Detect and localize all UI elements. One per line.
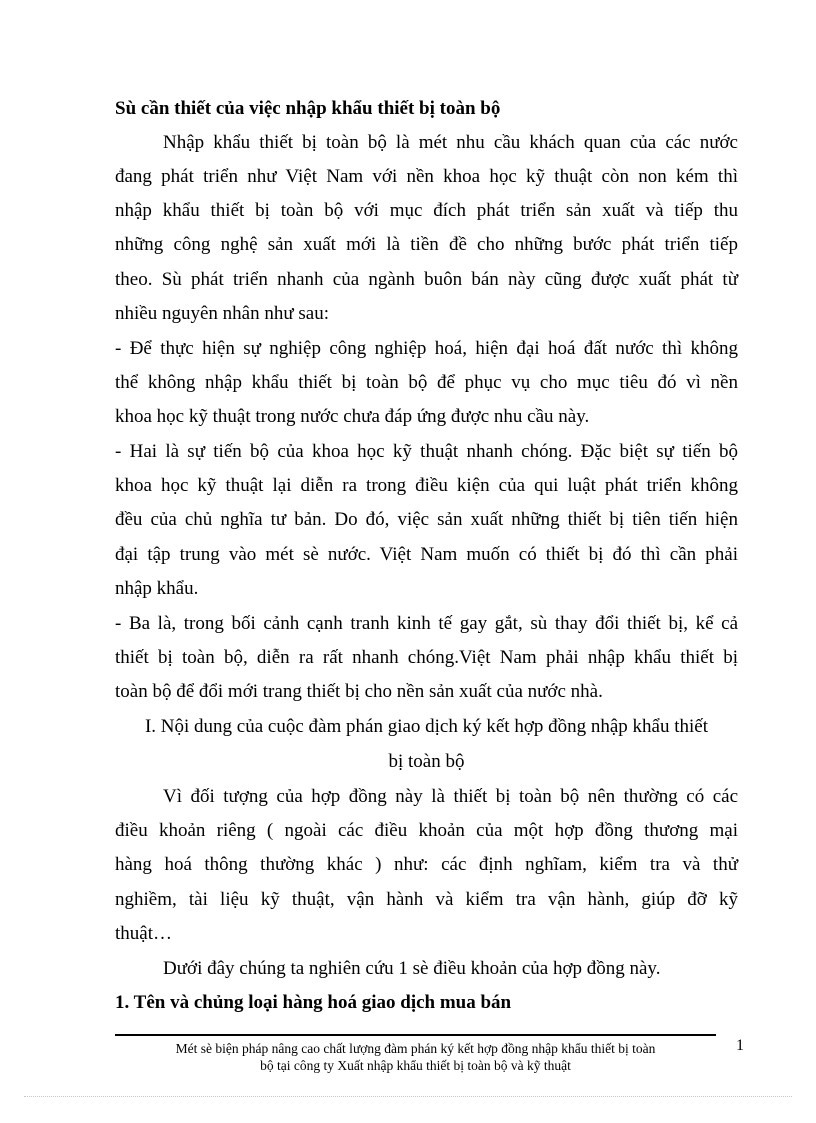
reason-2-line-5: nhập khẩu. [115,578,199,599]
reason-3-line-3: toàn bộ để đổi mới trang thiết bị cho nền sản xuất của nước nhà. [115,681,603,702]
part-heading-line-2: bị toàn bộ [388,751,465,772]
subsection-title: 1. Tên và chủng loại hàng hoá giao dịch mua bán [115,992,512,1013]
part-paragraph-line-1: Vì đối tượng của hợp đồng này là thiết bị toàn bộ nên thường có các [163,786,738,807]
footer-line-1: Mét sè biện pháp nâng cao chất lượng đàm phán ký kết hợp đồng nhập khẩu thiết bị toàn [175,1041,656,1056]
intro-line-3: nhập khẩu thiết bị toàn bộ với mục đích phát triển sản xuất và tiếp thu [115,200,738,221]
part-paragraph-line-3: hàng hoá thông thường khác ) như: các định nghĩam, kiểm tra và thử [115,854,738,875]
part-paragraph-line-2: điều khoản riêng ( ngoài các điều khoản của một hợp đồng thương mại [115,820,738,841]
intro-line-2: đang phát triển như Việt Nam với nền khoa học kỹ thuật còn non kém thì [115,166,738,187]
reason-1-line-1: - Để thực hiện sự nghiệp công nghiệp hoá, hiện đại hoá đất nước thì không [115,338,738,359]
reason-2-line-4: đại tập trung vào mét sè nước. Việt Nam muốn có thiết bị đó thì cần phải [115,544,738,565]
reason-2-line-3: đều của chủ nghĩa tư bản. Do đó, việc sản xuất những thiết bị tiên tiến hiện [115,509,738,530]
intro-line-5: theo. Sù phát triển nhanh của ngành buôn bán này cũng được xuất phát từ [115,269,738,290]
section-title: Sù cần thiết của việc nhập khẩu thiết bị toàn bộ [115,98,501,119]
reason-1-line-3: khoa học kỹ thuật trong nước chưa đáp ứng được nhu cầu này. [115,406,590,427]
footer-line-2: bộ tại công ty Xuất nhập khẩu thiết bị toàn bộ và kỹ thuật [260,1058,571,1073]
reason-3-line-1: - Ba là, trong bối cảnh cạnh tranh kinh tế gay gắt, sù thay đổi thiết bị, kể cả [115,613,738,634]
intro-line-1: Nhập khẩu thiết bị toàn bộ là mét nhu cầu khách quan của các nước [163,132,738,153]
reason-2-line-1: - Hai là sự tiến bộ của khoa học kỹ thuật nhanh chóng. Đặc biệt sự tiến bộ [115,441,738,462]
reason-2-line-2: khoa học kỹ thuật lại diễn ra trong điều kiện của qui luật phát triển không [115,475,738,496]
study-line: Dưới đây chúng ta nghiên cứu 1 sè điều khoản của hợp đồng này. [163,958,661,979]
part-paragraph-line-4: nghiềm, tài liệu kỹ thuật, vận hành và kiểm tra vận hành, giúp đỡ kỹ [115,889,738,910]
reason-1-line-2: thể không nhập khẩu thiết bị toàn bộ để phục vụ cho mục tiêu đó vì nền [115,372,738,393]
intro-line-4: những công nghệ sản xuất mới là tiền đề cho những bước phát triển tiếp [115,234,738,255]
part-heading-line-1: I. Nội dung của cuộc đàm phán giao dịch ký kết hợp đồng nhập khẩu thiết [144,716,709,737]
reason-3-line-2: thiết bị toàn bộ, diễn ra rất nhanh chóng.Việt Nam phải nhập khẩu thiết bị [115,647,738,668]
page-boundary-dotted-line [24,1096,792,1097]
part-paragraph-line-5: thuật… [115,923,172,944]
intro-line-6: nhiều nguyên nhân như sau: [115,303,329,324]
page-number: 1 [736,1037,744,1054]
footer-rule [115,1034,716,1036]
